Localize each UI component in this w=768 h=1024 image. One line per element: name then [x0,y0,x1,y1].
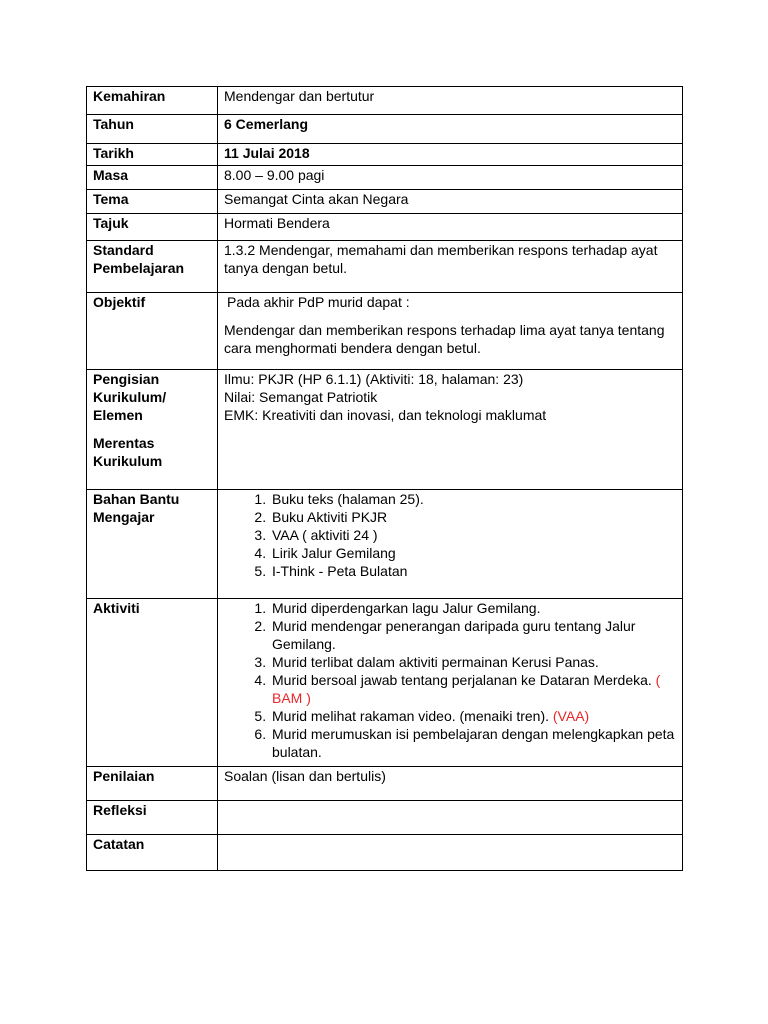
value-tahun: 6 Cemerlang [218,115,683,144]
aktiviti-item: 2. Murid mendengar penerangan daripada guru tentang Jalur Gemilang. [270,617,676,653]
aktiviti-item [270,671,676,707]
aktiviti-item: 3. Murid terlibat dalam aktiviti permainan Kerusi Panas. [270,653,676,671]
row-catatan [87,835,683,871]
row-refleksi [87,801,683,835]
pengisian-nilai: Nilai: Semangat Patriotik [224,389,378,405]
label-pengisian-line-3: Elemen [93,407,143,423]
label-tahun: Tahun [87,115,218,144]
value-tajuk: Hormati Bendera [218,214,683,241]
aktiviti-list [224,599,676,761]
pengisian-emk: EMK: Kreativiti dan inovasi, dan teknologi maklumat [224,407,547,423]
row-aktiviti [87,599,683,767]
label-bahan-line-2: Mengajar [93,509,155,525]
label-aktiviti: Aktiviti [87,599,218,767]
label-pengisian-line-5: Kurikulum [93,453,163,469]
value-tema: Semangat Cinta akan Negara [218,190,683,214]
label-refleksi: Refleksi [87,801,218,835]
row-standard [87,241,683,293]
lesson-plan-table [86,86,683,871]
row-tema [87,190,683,214]
value-tarikh: 11 Julai 2018 [218,144,683,166]
aktiviti-item: 1. Murid diperdengarkan lagu Jalur Gemilang. [270,599,676,617]
objektif-intro: Pada akhir PdP murid dapat : [227,294,410,310]
label-tajuk: Tajuk [87,214,218,241]
row-penilaian [87,767,683,801]
row-objektif [87,293,683,370]
label-pengisian-line-1: Pengisian [93,371,160,387]
value-kemahiran: Mendengar dan bertutur [218,87,683,115]
value-catatan [218,835,683,871]
label-penilaian: Penilaian [87,767,218,801]
value-standard: 1.3.2 Mendengar, memahami dan memberikan respons terhadap ayat tanya dengan betul. [218,241,683,293]
row-kemahiran [87,87,683,115]
label-standard-line-2: Pembelajaran [93,260,185,276]
aktiviti-item [270,707,676,725]
label-standard-line-1: Standard [93,242,154,258]
objektif-text: Mendengar dan memberikan respons terhadap lima ayat tanya tentang cara menghormati bendera dengan betul. [224,322,665,356]
label-standard [87,241,218,293]
label-catatan: Catatan [87,835,218,871]
label-objektif: Objektif [87,293,218,370]
bahan-item: 2. Buku Aktiviti PKJR [270,508,676,526]
label-tarikh: Tarikh [87,144,218,166]
label-pengisian-line-4: Merentas [93,435,155,451]
value-objektif [218,293,683,370]
aktiviti-item-text: Murid melihat rakaman video. (menaiki tren). [272,708,549,724]
label-pengisian [87,370,218,490]
bam-tag: ( BAM ) [272,672,661,706]
label-tema: Tema [87,190,218,214]
value-bahan [218,490,683,599]
bahan-item: 3. VAA ( aktiviti 24 ) [270,526,676,544]
value-masa: 8.00 – 9.00 pagi [218,166,683,190]
vaa-tag: (VAA) [552,708,590,724]
row-pengisian [87,370,683,490]
row-bahan [87,490,683,599]
label-masa: Masa [87,166,218,190]
row-masa [87,166,683,190]
label-bahan [87,490,218,599]
aktiviti-item-text: Murid bersoal jawab tentang perjalanan ke Dataran Merdeka. [272,672,652,688]
row-tahun [87,115,683,144]
aktiviti-item: 6. Murid merumuskan isi pembelajaran dengan melengkapkan peta bulatan. [270,725,676,761]
row-tajuk [87,214,683,241]
label-bahan-line-1: Bahan Bantu [93,491,180,507]
value-pengisian [218,370,683,490]
value-aktiviti [218,599,683,767]
bahan-item: 1. Buku teks (halaman 25). [270,490,676,508]
value-penilaian: Soalan (lisan dan bertulis) [218,767,683,801]
bahan-item: 4. Lirik Jalur Gemilang [270,544,676,562]
label-pengisian-line-2: Kurikulum/ [93,389,167,405]
bahan-list [224,490,676,580]
value-refleksi [218,801,683,835]
pengisian-ilmu: Ilmu: PKJR (HP 6.1.1) (Aktiviti: 18, halaman: 23) [224,371,524,387]
label-kemahiran: Kemahiran [87,87,218,115]
bahan-item: 5. I-Think - Peta Bulatan [270,562,676,580]
row-tarikh [87,144,683,166]
